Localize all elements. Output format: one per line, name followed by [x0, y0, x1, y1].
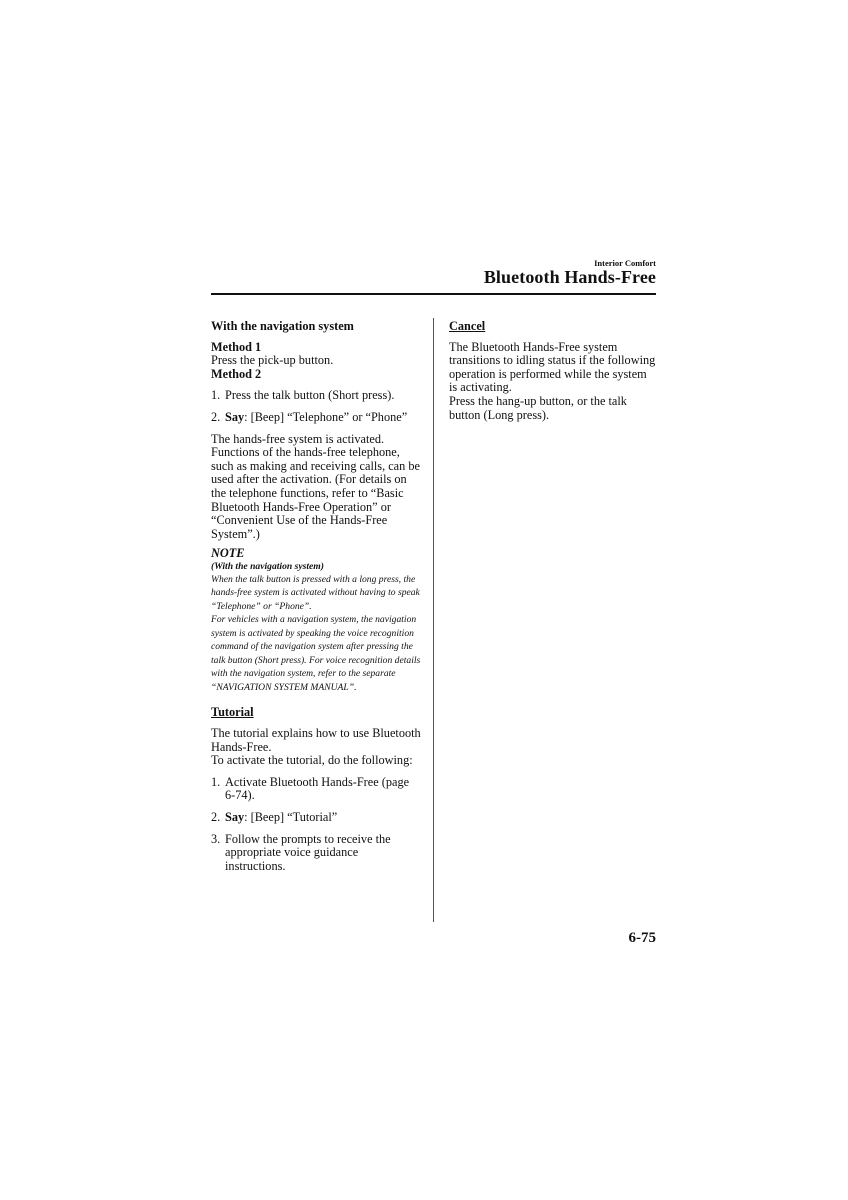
page-heading: Bluetooth Hands-Free	[483, 267, 656, 287]
method1-heading: Method 1	[211, 339, 262, 354]
step-number: 3.	[211, 831, 221, 846]
cancel-text: The Bluetooth Hands-Free system transitions to idling status if the following operation is performed while the system is activating.	[449, 339, 656, 395]
method2-heading: Method 2	[211, 366, 262, 381]
say-label: Say	[225, 409, 245, 424]
tutorial-heading: Tutorial	[211, 705, 254, 720]
note-block	[211, 547, 421, 694]
note-paragraph-1: When the talk button is pressed with a long press, the hands-free system is activated without having to speak “Telephone” or “Phone”.	[211, 573, 420, 612]
method2-step-1	[211, 389, 421, 403]
method1-text: Press the pick-up button.	[211, 353, 334, 368]
say-label: Say	[225, 809, 245, 824]
step-text: Press the talk button (Short press).	[225, 388, 395, 403]
step-number: 1.	[211, 388, 221, 403]
heading-rule	[211, 293, 656, 295]
say-command: : [Beep] “Tutorial”	[244, 809, 338, 824]
tutorial-intro-2: To activate the tutorial, do the following:	[211, 753, 413, 768]
note-subtitle: (With the navigation system)	[211, 560, 324, 572]
step-number: 1.	[211, 774, 221, 789]
tutorial-step-1	[211, 776, 421, 803]
left-column	[211, 320, 421, 873]
tutorial-intro-1: The tutorial explains how to use Bluetooth Hands-Free.	[211, 726, 421, 754]
step-text	[225, 811, 421, 825]
note-title: NOTE	[211, 546, 245, 561]
nav-heading: With the navigation system	[211, 319, 354, 333]
step-text: Activate Bluetooth Hands-Free (page 6-74).	[225, 774, 410, 803]
note-paragraph-2: For vehicles with a navigation system, the navigation system is activated by speaking the voice recognition command of the navigation system after pressing the talk button (Short press). For voice recognition details with the navigation system, refer to the separate “NAVIGATION SYSTEM MANUAL”.	[211, 614, 421, 693]
cancel-action: Press the hang-up button, or the talk button (Long press).	[449, 393, 627, 422]
step-text	[225, 411, 421, 425]
tutorial-step-3	[211, 833, 421, 874]
column-divider	[433, 318, 434, 922]
step-number: 2.	[211, 409, 221, 424]
tutorial-step-2	[211, 811, 421, 825]
method2-step-2	[211, 411, 421, 425]
section-label: Interior Comfort	[594, 258, 656, 268]
right-column	[449, 320, 657, 422]
step-text: Follow the prompts to receive the appropriate voice guidance instructions.	[225, 831, 391, 873]
page-number: 6-75	[628, 930, 656, 946]
say-command: : [Beep] “Telephone” or “Phone”	[244, 409, 408, 424]
activated-text: The hands-free system is activated. Functions of the hands-free telephone, such as making and receiving calls, can be used after the activation. (For details on the telephone functions, refer to “Basic Bluetooth Hands-Free Operation” or “Convenient Use of the Hands-Free System”.)	[211, 431, 420, 541]
cancel-heading: Cancel	[449, 319, 486, 333]
step-number: 2.	[211, 809, 221, 824]
